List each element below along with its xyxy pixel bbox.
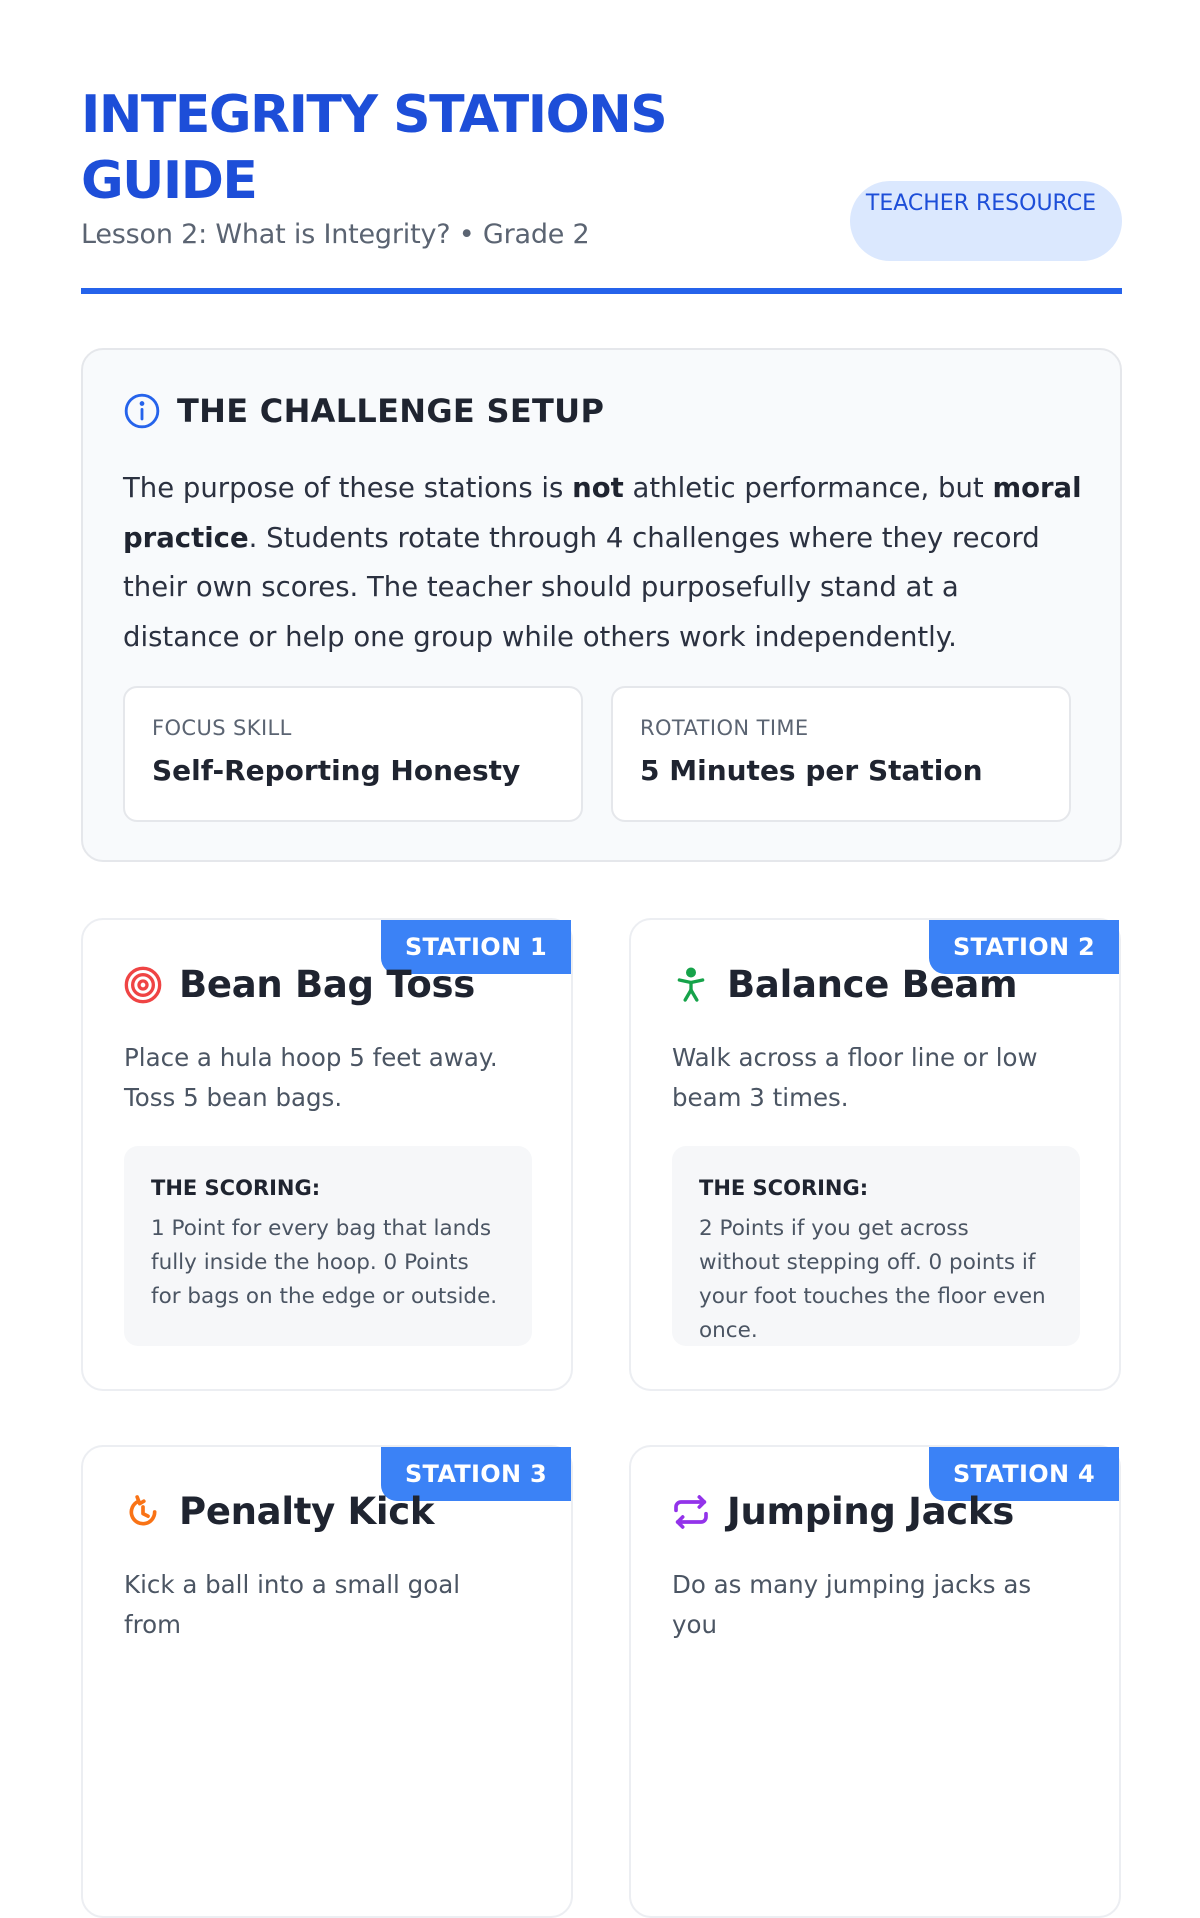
station-description: Place a hula hoop 5 feet away. Toss 5 bean bags.: [124, 1043, 498, 1112]
station-heading: [671, 1490, 1014, 1533]
station-description: Walk across a floor line or low beam 3 times.: [672, 1043, 1038, 1112]
scoring-text: 1 Point for every bag that lands fully inside the hoop. 0 Points for bags on the edge or outside.: [151, 1216, 498, 1309]
scoring-box: [124, 1146, 532, 1346]
station-tab: STATION 2: [929, 920, 1119, 974]
repeat-icon: [671, 1492, 711, 1532]
station-card: [629, 1445, 1121, 1918]
station-card: [81, 918, 573, 1391]
station-heading: [123, 1490, 434, 1533]
station-card: [629, 918, 1121, 1391]
station-title: Jumping Jacks: [727, 1490, 1014, 1533]
station-title: Balance Beam: [727, 963, 1018, 1006]
stat-value: Self-Reporting Honesty: [152, 754, 521, 787]
station-title: Bean Bag Toss: [179, 963, 475, 1006]
station-heading: [671, 963, 1017, 1006]
challenge-setup-panel: [81, 348, 1122, 862]
focus-skill-card: [123, 686, 583, 822]
page-title: INTEGRITY STATIONS GUIDE: [81, 85, 667, 211]
rotation-time-card: [611, 686, 1071, 822]
info-icon: [123, 392, 161, 430]
station-tab: STATION 3: [381, 1447, 571, 1501]
stat-label: ROTATION TIME: [640, 716, 809, 740]
station-tab: STATION 1: [381, 920, 571, 974]
target-icon: [123, 965, 163, 1005]
setup-description: The purpose of these stations is not athletic performance, but moral practice. Students rotate through 4 challenges where they record their own scores. The teacher should purposefully stand at a distance or help one group while others work independently.: [123, 472, 1082, 653]
stat-label: FOCUS SKILL: [152, 716, 292, 740]
station-card: [81, 1445, 573, 1918]
setup-title: THE CHALLENGE SETUP: [177, 392, 605, 430]
page-header: [81, 82, 1122, 294]
header-divider: [81, 288, 1122, 294]
person-balance-icon: [671, 965, 711, 1005]
kick-icon: [123, 1492, 163, 1532]
station-heading: [123, 963, 475, 1006]
station-description: Do as many jumping jacks as you: [672, 1570, 1032, 1639]
setup-heading: [123, 392, 604, 430]
scoring-label: THE SCORING:: [151, 1176, 321, 1200]
station-title: Penalty Kick: [179, 1490, 435, 1533]
scoring-label: THE SCORING:: [699, 1176, 869, 1200]
scoring-text: 2 Points if you get across without stepping off. 0 points if your foot touches the floor even once.: [699, 1216, 1046, 1343]
resource-badge: TEACHER RESOURCE: [850, 181, 1122, 261]
stat-value: 5 Minutes per Station: [640, 754, 983, 787]
station-tab: STATION 4: [929, 1447, 1119, 1501]
scoring-box: [672, 1146, 1080, 1346]
station-description: Kick a ball into a small goal from: [124, 1570, 461, 1639]
lesson-subtitle: Lesson 2: What is Integrity? • Grade 2: [81, 219, 590, 250]
